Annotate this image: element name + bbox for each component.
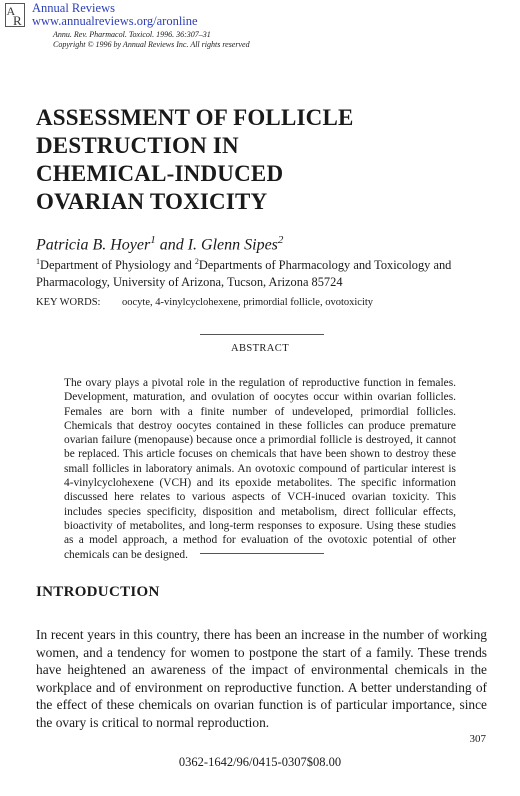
article-title xyxy=(36,104,476,216)
affiliation-mark: 1 xyxy=(150,234,156,246)
title-line: DESTRUCTION IN xyxy=(36,133,239,158)
abstract-top-divider xyxy=(200,334,324,335)
article-code: 0362-1642/96/0415-0307$08.00 xyxy=(178,755,342,769)
affiliation-mark: 2 xyxy=(194,257,199,266)
affiliation-mark: 1 xyxy=(36,257,40,266)
svg-text:A: A xyxy=(6,4,16,18)
journal-citation: Annu. Rev. Pharmacol. Toxicol. 1996. 36:307–31 xyxy=(53,30,211,39)
keywords-line xyxy=(36,296,373,310)
title-line: OVARIAN TOXICITY xyxy=(36,189,268,214)
abstract-heading: ABSTRACT xyxy=(230,343,290,354)
copyright-notice: Copyright © 1996 by Annual Reviews Inc. All rights reserved xyxy=(53,40,250,49)
affiliation-text: Departments of Pharmacology and Toxicology and Pharmacology, University of Arizona, Tucson, Arizona 85724 xyxy=(36,258,452,290)
affiliation-text: Department of Physiology and xyxy=(40,258,195,273)
publisher-url-link[interactable]: www.annualreviews.org/aronline xyxy=(32,14,198,28)
keywords-label: KEY WORDS: xyxy=(36,297,101,308)
author-list xyxy=(36,230,283,255)
affiliation-mark: 2 xyxy=(277,234,284,246)
page-number: 307 xyxy=(469,733,486,745)
ar-logo-icon xyxy=(5,3,25,27)
section-heading-introduction: INTRODUCTION xyxy=(36,584,160,600)
annual-reviews-logo xyxy=(5,3,25,27)
introduction-text: In recent years in this country, there has been an increase in the number of working women, and a tendency for women to postpone the start of a family. These trends have heightened an awareness of the impact of environmental chemicals in the workplace and of environment on reproductive function. A better understanding of the effect of these chemicals on ovarian function is of particular importance, since the ovary is critical to normal reproduction. xyxy=(36,627,487,730)
author-conjunction: and xyxy=(159,236,184,254)
author-affiliation xyxy=(36,253,484,291)
svg-text:R: R xyxy=(13,13,22,27)
abstract-bottom-divider xyxy=(200,553,324,554)
title-line: CHEMICAL-INDUCED xyxy=(36,161,284,186)
publisher-name: Annual Reviews xyxy=(32,1,115,15)
author-name: Patricia B. Hoyer xyxy=(36,236,151,254)
author-name: I. Glenn Sipes xyxy=(187,236,278,254)
abstract-text: The ovary plays a pivotal role in the regulation of reproductive function in females. Development, maturation, and ovulation of oocytes occur within ovarian follicles. Females are born with a finite number of undeveloped, primordial follicles. Chemicals that destroy oocytes contained in these follicles can produce premature ovarian failure (menopause) because once a primordial follicle is destroyed, it cannot be replaced. This article focuses on chemicals that have been shown to destroy these small follicles in laboratory animals. An ovotoxic compound of particular interest is 4-vinylcyclohexene (VCH) and its epoxide metabolites. The specific information discussed here relates to various aspects of VCH-inuced ovarian toxicity. This includes species specificity, disposition and metabolism, direct follicular effects, bioactivity of metabolites, and long-term responses to exposure. Using these studies as a model approach, a method for evaluation of the ovotoxic potential of other chemicals can be designed. xyxy=(64,377,456,561)
keywords-list: oocyte, 4-vinylcyclohexene, primordial follicle, ovotoxicity xyxy=(122,297,374,308)
title-line: ASSESSMENT OF FOLLICLE xyxy=(36,105,354,130)
